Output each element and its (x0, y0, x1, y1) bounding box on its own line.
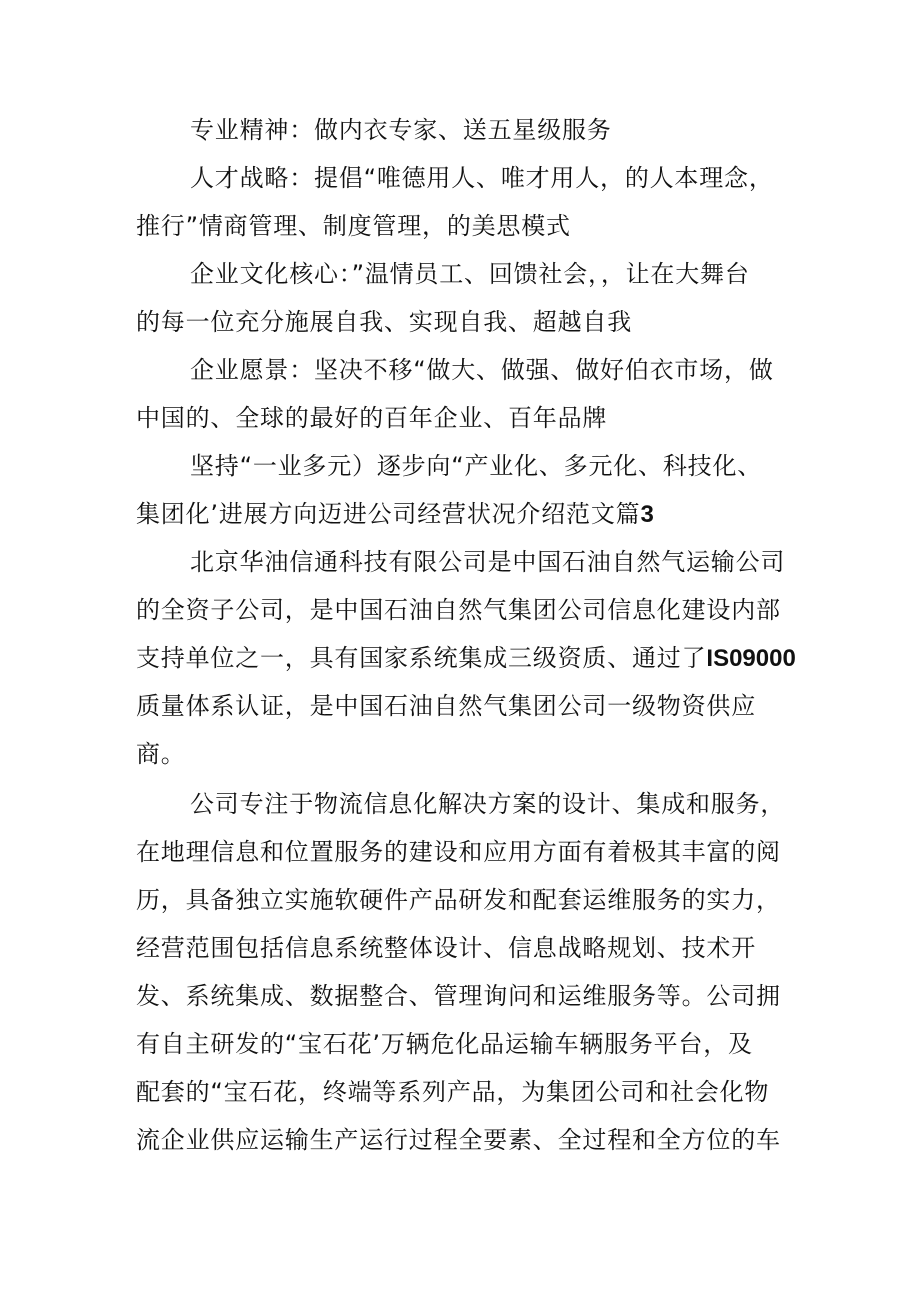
text-line: 企业文化核心：”温情员工、回馈社会，，让在大舞台 (190, 260, 750, 288)
text-line: 企业愿景：坚决不移“做大、做强、做好伯衣市场，做 (190, 356, 774, 384)
text-line: 推行”情商管理、制度管理，的美思模式 (136, 212, 571, 240)
text-line: 质量体系认证，是中国石油自然气集团公司一级物资供应 (136, 692, 756, 720)
certification-code: IS09000 (706, 645, 796, 672)
text-line: 在地理信息和位置服务的建设和应用方面有着极其丰富的阅 (136, 838, 781, 866)
text-line: 有自主研发的“宝石花’万辆危化品运输车辆服务平台，及 (136, 1030, 753, 1058)
text-line: 北京华油信通科技有限公司是中国石油自然气运输公司 (190, 548, 786, 576)
text-line: 的全资子公司，是中国石油自然气集团公司信息化建设内部 (136, 596, 781, 624)
text-line: 中国的、全球的最好的百年企业、百年品牌 (136, 404, 608, 432)
text-line: 发、系统集成、数据整合、管理询问和运维服务等。公司拥 (136, 982, 781, 1010)
text-segment: 集团化’进展方向迈进公司经营状况介绍范文篇 (136, 500, 641, 528)
text-line: 经营范围包括信息系统整体设计、信息战略规划、技术开 (136, 934, 756, 962)
text-line (136, 642, 796, 675)
text-line: 历，具备独立实施软硬件产品研发和配套运维服务的实力， (136, 886, 781, 914)
text-line (136, 498, 654, 531)
text-line: 坚持“一业多元）逐步向“产业化、多元化、科技化、 (190, 452, 763, 480)
text-line: 公司专注于物流信息化解决方案的设计、集成和服务， (190, 790, 786, 818)
text-line: 人才战略：提倡“唯德用人、唯才用人，的人本理念， (190, 164, 774, 192)
text-line: 专业精神：做内衣专家、送五星级服务 (190, 116, 612, 144)
text-segment: 支持单位之一，具有国家系统集成三级资质、通过了 (136, 644, 707, 672)
text-line: 流企业供应运输生产运行过程全要素、全过程和全方位的车 (136, 1126, 781, 1154)
section-number: 3 (640, 501, 654, 528)
text-line: 的每一位充分施展自我、实现自我、超越自我 (136, 308, 632, 336)
text-line: 配套的“宝石花，终端等系列产品，为集团公司和社会化物 (136, 1078, 770, 1106)
text-line: 商。 (136, 740, 186, 768)
